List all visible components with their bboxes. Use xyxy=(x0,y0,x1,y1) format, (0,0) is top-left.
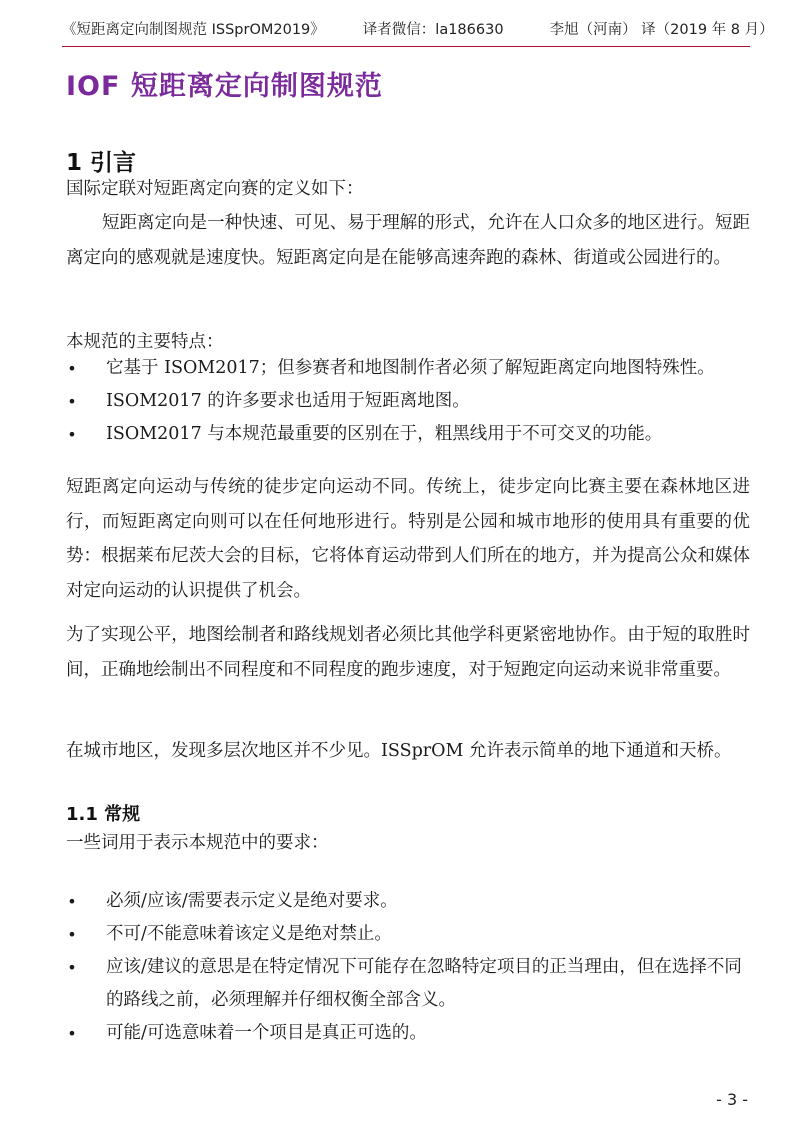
page-number: - 3 - xyxy=(716,1090,748,1109)
bullet-icon: • xyxy=(67,359,77,378)
features-intro: 本规范的主要特点： xyxy=(66,332,224,352)
terms-list xyxy=(66,885,750,1050)
page-header xyxy=(62,18,774,47)
list-item: • ISOM2017 的许多要求也适用于短距离地图。 xyxy=(66,385,750,418)
bullet-icon: • xyxy=(67,425,77,444)
bullet-icon: • xyxy=(67,392,77,411)
fairness-paragraph: 为了实现公平，地图绘制者和路线规划者必须比其他学科更紧密地协作。由于短的取胜时间，正确地绘制出不同程度和不同程度的跑步速度，对于短跑定向运动来说非常重要。 xyxy=(66,625,750,680)
bullet-icon: • xyxy=(67,925,77,944)
list-item: • 必须/应该/需要表示定义是绝对要求。 xyxy=(66,885,750,918)
difference-paragraph: 短距离定向运动与传统的徒步定向运动不同。传统上，徒步定向比赛主要在森林地区进行，而短距离定向则可以在任何地形进行。特别是公园和城市地形的使用具有重要的优势：根据莱布尼茨大会的目标，它将体育运动带到人们所在的地方，并为提高公众和媒体对定向运动的认识提供了机会。 xyxy=(66,477,750,601)
intro-paragraph: 国际定联对短距离定向赛的定义如下： xyxy=(66,179,364,199)
section-heading-general: 1.1 常规 xyxy=(66,804,141,825)
list-item: • ISOM2017 与本规范最重要的区别在于，粗黑线用于不可交叉的功能。 xyxy=(66,418,750,451)
bullet-icon: • xyxy=(67,1024,77,1043)
list-item: • 应该/建议的意思是在特定情况下可能存在忽略特定项目的正当理由，但在选择不同的路线之前，必须理解并仔细权衡全部含义。 xyxy=(66,951,750,1017)
header-document-title: 《短距离定向制图规范 ISSprOM2019》 xyxy=(62,22,325,38)
section-heading-introduction: 1 引言 xyxy=(66,150,137,176)
document-title: IOF 短距离定向制图规范 xyxy=(66,71,383,102)
bullet-icon: • xyxy=(67,892,77,911)
list-item: • 它基于 ISOM2017；但参赛者和地图制作者必须了解短距离定向地图特殊性。 xyxy=(66,352,750,385)
list-item: • 可能/可选意味着一个项目是真正可选的。 xyxy=(66,1017,750,1050)
definition-paragraph: 短距离定向是一种快速、可见、易于理解的形式，允许在人口众多的地区进行。短距离定向的感观就是速度快。短距离定向是在能够高速奔跑的森林、街道或公园进行的。 xyxy=(66,213,750,268)
list-item: • 不可/不能意味着该定义是绝对禁止。 xyxy=(66,918,750,951)
urban-paragraph: 在城市地区，发现多层次地区并不少见。ISSprOM 允许表示简单的地下通道和天桥。 xyxy=(66,741,732,761)
header-translator-wechat: 译者微信：la186630 xyxy=(362,22,504,38)
terms-intro: 一些词用于表示本规范中的要求： xyxy=(66,833,329,853)
bullet-icon: • xyxy=(67,958,77,977)
header-translator-credit: 李旭（河南） 译（2019 年 8 月） xyxy=(549,22,774,38)
features-list xyxy=(66,352,750,451)
